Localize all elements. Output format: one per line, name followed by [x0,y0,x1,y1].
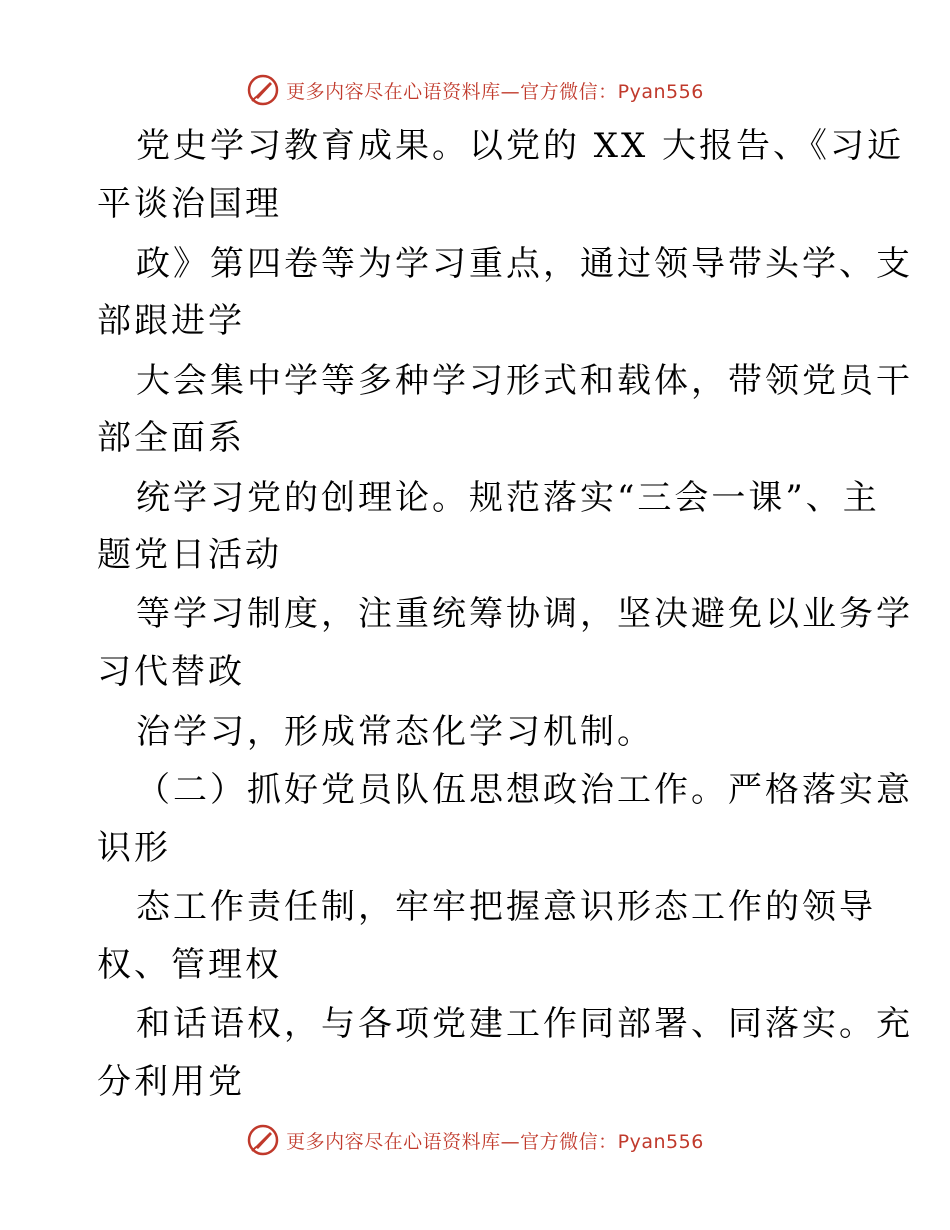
paragraph-line: 和话语权，与各项党建工作同部署、同落实。充 [136,1004,913,1044]
paragraph-line: 统学习党的创理论。规范落实“三会一课”、主 [136,478,880,518]
paragraph-line: 习代替政 [97,652,245,692]
header-watermark-banner [0,70,950,110]
paragraph-line: 权、管理权 [97,945,282,985]
paragraph-line: 党史学习教育成果。以党的 XX 大报告、《习近 [136,126,905,166]
quill-logo-icon [246,1123,280,1157]
section-heading-line: （二）抓好党员队伍思想政治工作。严格落实意 [136,770,913,810]
paragraph-line: 部全面系 [97,418,245,458]
footer-watermark-banner [0,1120,950,1160]
paragraph-line: 大会集中学等多种学习形式和载体，带领党员干 [136,361,913,401]
footer-watermark-text: 更多内容尽在心语资料库—官方微信：Pyan556 [286,1130,704,1153]
paragraph-line: 治学习，形成常态化学习机制。 [136,712,654,752]
paragraph-line: 平谈治国理 [97,184,282,224]
paragraph-line: 政》第四卷等为学习重点，通过领导带头学、支 [136,244,913,284]
paragraph-line: 分利用党 [97,1062,245,1102]
paragraph-line: 态工作责任制，牢牢把握意识形态工作的领导 [136,887,876,927]
paragraph-line: 等学习制度，注重统筹协调，坚决避免以业务学 [136,594,913,634]
header-watermark-text: 更多内容尽在心语资料库—官方微信：Pyan556 [286,80,704,103]
paragraph-line: 部跟进学 [97,301,245,341]
paragraph-line: 识形 [97,828,171,868]
paragraph-line: 题党日活动 [97,535,282,575]
quill-logo-icon [246,73,280,107]
